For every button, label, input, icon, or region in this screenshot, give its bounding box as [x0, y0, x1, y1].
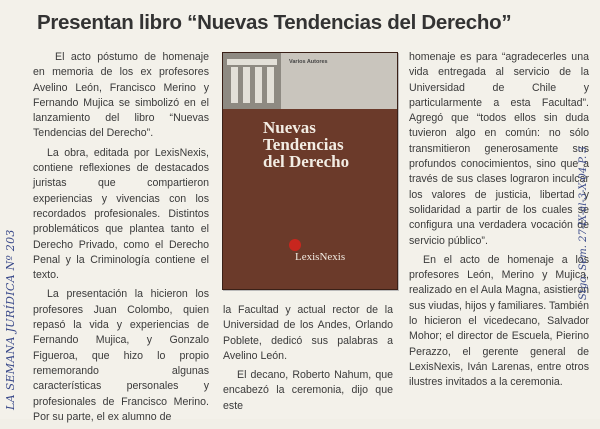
paragraph: homenaje es para “agradecerles una vida entregada al servicio de la Universidad de Chile y particularmente a esta Facultad”. Agregó que “todos ellos sin duda tuvieron algo en común: no sólo transmitieron generosamente sus profundos conocimientos, sino que a través de sus clases lograron inculcar los valores de justicia, libertad y solidaridad a partir de los cuales se configura una verdadera vocación de servicio público”.	[409, 51, 589, 247]
article-headline: Presentan libro “Nuevas Tendencias del Derecho”	[37, 11, 512, 34]
article-column-2	[223, 303, 393, 418]
paragraph: En el acto de homenaje a los profesores León, Merino y Mujica, realizado en el Aula Magna, asistieron sus viudas, hijos y familiares. También lo hicieron el vicedecano, Salvador Mohor; el director de Escuela, Pierino Perazzo, el gerente general de LexisNexis, Iván Larenas, entre otros ilustres invitados a la ceremonia.	[409, 253, 589, 389]
paragraph: El acto póstumo de homenaje en memoria de los ex profesores Avelino León, Francisco Merino y Fernando Mujica se simbolizó en el lanzamiento del libro “Nuevas Tendencias del Derecho”.	[33, 51, 209, 140]
publication-stamp: LA SEMANA JURÍDICA Nº 203	[4, 229, 17, 410]
book-title-line: del Derecho	[263, 152, 350, 171]
book-authors: Varios Autores	[289, 59, 328, 65]
article-column-3	[409, 50, 589, 395]
book-cover-photo	[222, 52, 398, 290]
paragraph: La obra, editada por LexisNexis, contiene reflexiones de destacados juristas que compartieron experiencias y vivencias con los recordados profesionales. Distintos problemáticos que plantea tanto el Derecho Privado, como el Derecho Penal y la Criminología contiene el texto.	[33, 146, 209, 282]
book-title-line: Nuevas	[263, 118, 316, 137]
article-column-1	[33, 50, 209, 429]
paragraph: La presentación la hicieron los profesores Juan Colombo, quien repasó la vida y experiencias de Fernando Mujica, y Gonzalo Figueroa, que hizo lo propio rememorando algunas características personales y profesionales de Francisco Merino. Por su parte, el ex alumno de	[33, 288, 209, 423]
publisher-logo-icon	[289, 239, 301, 251]
paragraph: la Facultad y actual rector de la Universidad de los Andes, Orlando Poblete, dedicó sus palabras a Avelino León.	[223, 304, 393, 362]
publisher-name: LexisNexis	[295, 251, 346, 263]
book-title-line: Tendencias	[263, 135, 344, 154]
date-handwritten-note: Stgo. Sem. 27-IX-al-3-X-04 P. 3	[578, 146, 589, 300]
paragraph: El decano, Roberto Nahum, que encabezó la ceremonia, dijo que este	[223, 369, 393, 412]
book-title	[263, 119, 393, 170]
temple-illustration	[223, 53, 281, 109]
